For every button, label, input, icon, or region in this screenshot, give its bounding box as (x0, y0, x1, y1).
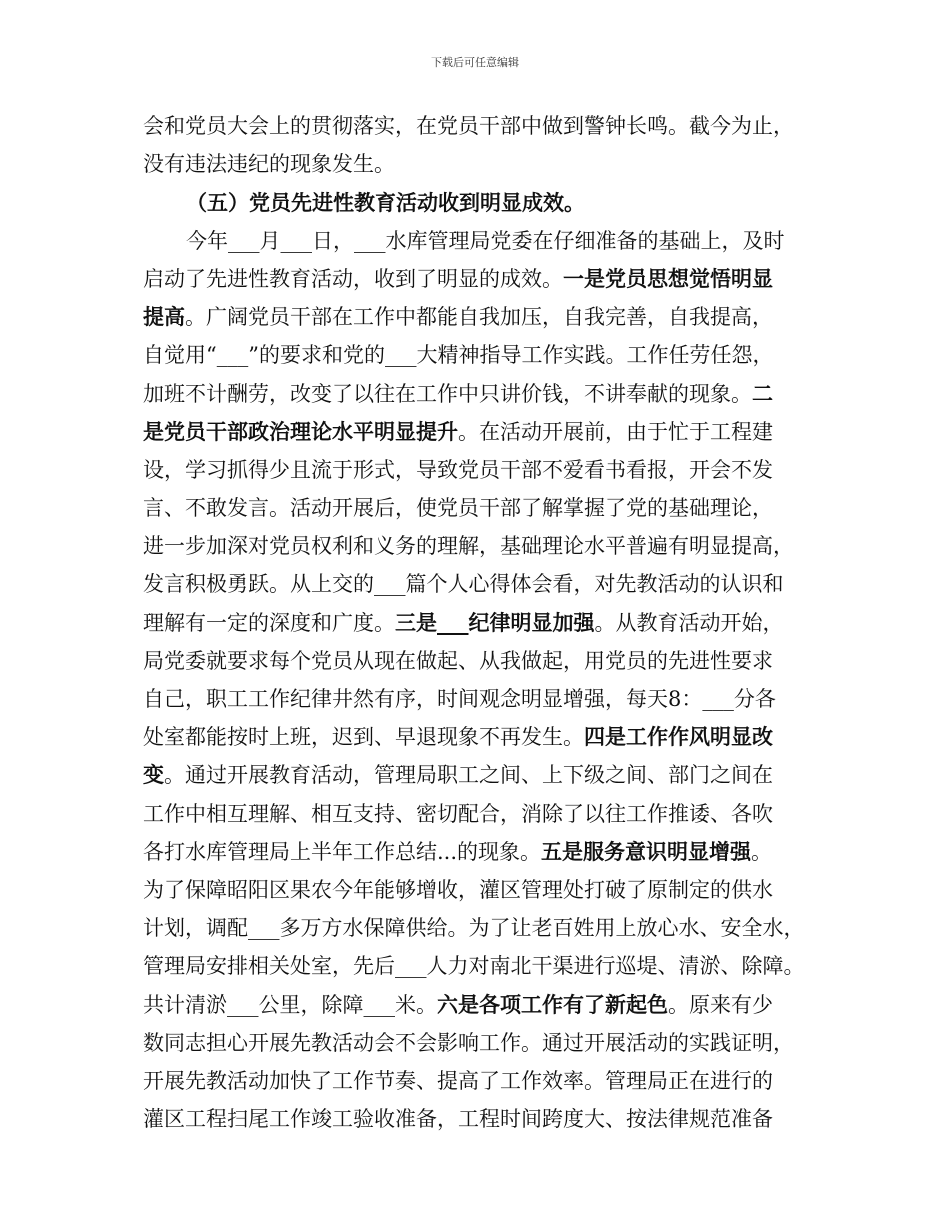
bold-text-segment: 六是各项工作有了新起色 (437, 992, 668, 1017)
text-segment: 共计清淤___公里，除障___米。 (143, 993, 437, 1017)
text-line (143, 336, 950, 374)
text-line (143, 489, 950, 527)
text-line (143, 565, 950, 603)
bold-text-segment: 二 (752, 381, 773, 406)
bold-text-segment: 五是服务意识明显增强 (541, 839, 752, 864)
text-line (143, 298, 950, 336)
text-segment: 数同志担心开展先教活动会不会影响工作。通过开展活动的实践证明， (143, 1031, 794, 1055)
bold-text-segment: 一是党员思想觉悟明显 (563, 266, 773, 291)
text-segment: 设，学习抓得少且流于形式，导致党员干部不爱看书看报，开会不发 (143, 458, 773, 482)
page-header: 下载后可任意编辑 (431, 56, 519, 69)
text-line (143, 451, 950, 489)
text-line (143, 833, 950, 871)
text-line (143, 107, 950, 145)
text-line (143, 986, 950, 1024)
section-heading (186, 184, 950, 222)
text-line (186, 222, 950, 260)
text-segment: 加班不计酬劳，改变了以往在工作中只讲价钱，不讲奉献的现象。 (143, 382, 752, 406)
text-segment: 理解有一定的深度和广度。 (143, 611, 395, 635)
text-segment: 各打水库管理局上半年工作总结...的现象。 (143, 840, 542, 864)
text-segment: 。原来有少 (668, 993, 773, 1017)
text-line (143, 718, 950, 756)
text-segment: 计划，调配___多万方水保障供给。为了让老百姓用上放心水、安全水， (143, 916, 805, 940)
bold-text-segment: （五）党员先进性教育活动收到明显成效。 (186, 190, 585, 215)
text-line (143, 642, 950, 680)
text-segment: 。从教育活动开始， (594, 611, 784, 635)
text-segment: 。广阔党员干部在工作中都能自我加压，自我完善，自我提高， (185, 305, 773, 329)
text-line (143, 260, 950, 298)
text-line (143, 604, 950, 642)
bold-text-segment: 是党员干部政治理论水平明显提升 (143, 419, 458, 444)
text-line (143, 795, 950, 833)
text-line (143, 947, 950, 985)
text-line (143, 680, 950, 718)
text-line (143, 909, 950, 947)
text-segment: 言、不敢发言。活动开展后，使党员干部了解掌握了党的基础理论， (143, 496, 773, 520)
text-line (143, 145, 950, 183)
text-line (143, 375, 950, 413)
bold-text-segment: 三是___纪律明显加强 (395, 610, 595, 635)
text-line (143, 1062, 950, 1100)
text-line (143, 527, 950, 565)
text-segment: 为了保障昭阳区果农今年能够增收，灌区管理处打破了原制定的供水 (143, 878, 773, 902)
text-segment: 处室都能按时上班，迟到、早退现象不再发生。 (143, 725, 584, 749)
text-segment: 管理局安排相关处室，先后___人力对南北干渠进行巡堤、清淤、除障。 (143, 954, 805, 978)
text-line (143, 413, 950, 451)
text-line (143, 1100, 950, 1138)
text-segment: 。在活动开展前，由于忙于工程建 (458, 420, 773, 444)
text-segment: 。 (751, 840, 773, 864)
text-segment: 发言积极勇跃。从上交的___篇个人心得体会看，对先教活动的认识和 (143, 572, 784, 596)
bold-text-segment: 提高 (143, 304, 185, 329)
text-segment: 自觉用“___”的要求和党的___大精神指导工作实践。工作任劳任怨， (143, 343, 774, 367)
text-segment: 。通过开展教育活动，管理局职工之间、上下级之间、部门之间在 (164, 763, 773, 787)
text-segment: 进一步加深对党员权利和义务的理解，基础理论水平普遍有明显提高， (143, 534, 794, 558)
text-segment: 今年___月___日，___水库管理局党委在仔细准备的基础上，及时 (186, 229, 785, 253)
text-segment: 局党委就要求每个党员从现在做起、从我做起，用党员的先进性要求 (143, 649, 773, 673)
text-segment: 没有违法违纪的现象发生。 (143, 152, 395, 176)
text-segment: 工作中相互理解、相互支持、密切配合，消除了以往工作推诿、各吹 (143, 802, 773, 826)
bold-text-segment: 变 (143, 762, 164, 787)
text-segment: 启动了先进性教育活动，收到了明显的成效。 (143, 267, 563, 291)
text-segment: 会和党员大会上的贯彻落实，在党员干部中做到警钟长鸣。截今为止， (143, 114, 794, 138)
text-segment: 自己，职工工作纪律井然有序，时间观念明显增强，每天8：___分各 (143, 687, 776, 711)
text-line (143, 871, 950, 909)
text-segment: 开展先教活动加快了工作节奏、提高了工作效率。管理局正在进行的 (143, 1069, 773, 1093)
text-line (143, 756, 950, 794)
bold-text-segment: 四是工作作风明显改 (584, 724, 773, 749)
text-line (143, 1024, 950, 1062)
text-segment: 灌区工程扫尾工作竣工验收准备，工程时间跨度大、按法律规范准备 (143, 1107, 773, 1131)
